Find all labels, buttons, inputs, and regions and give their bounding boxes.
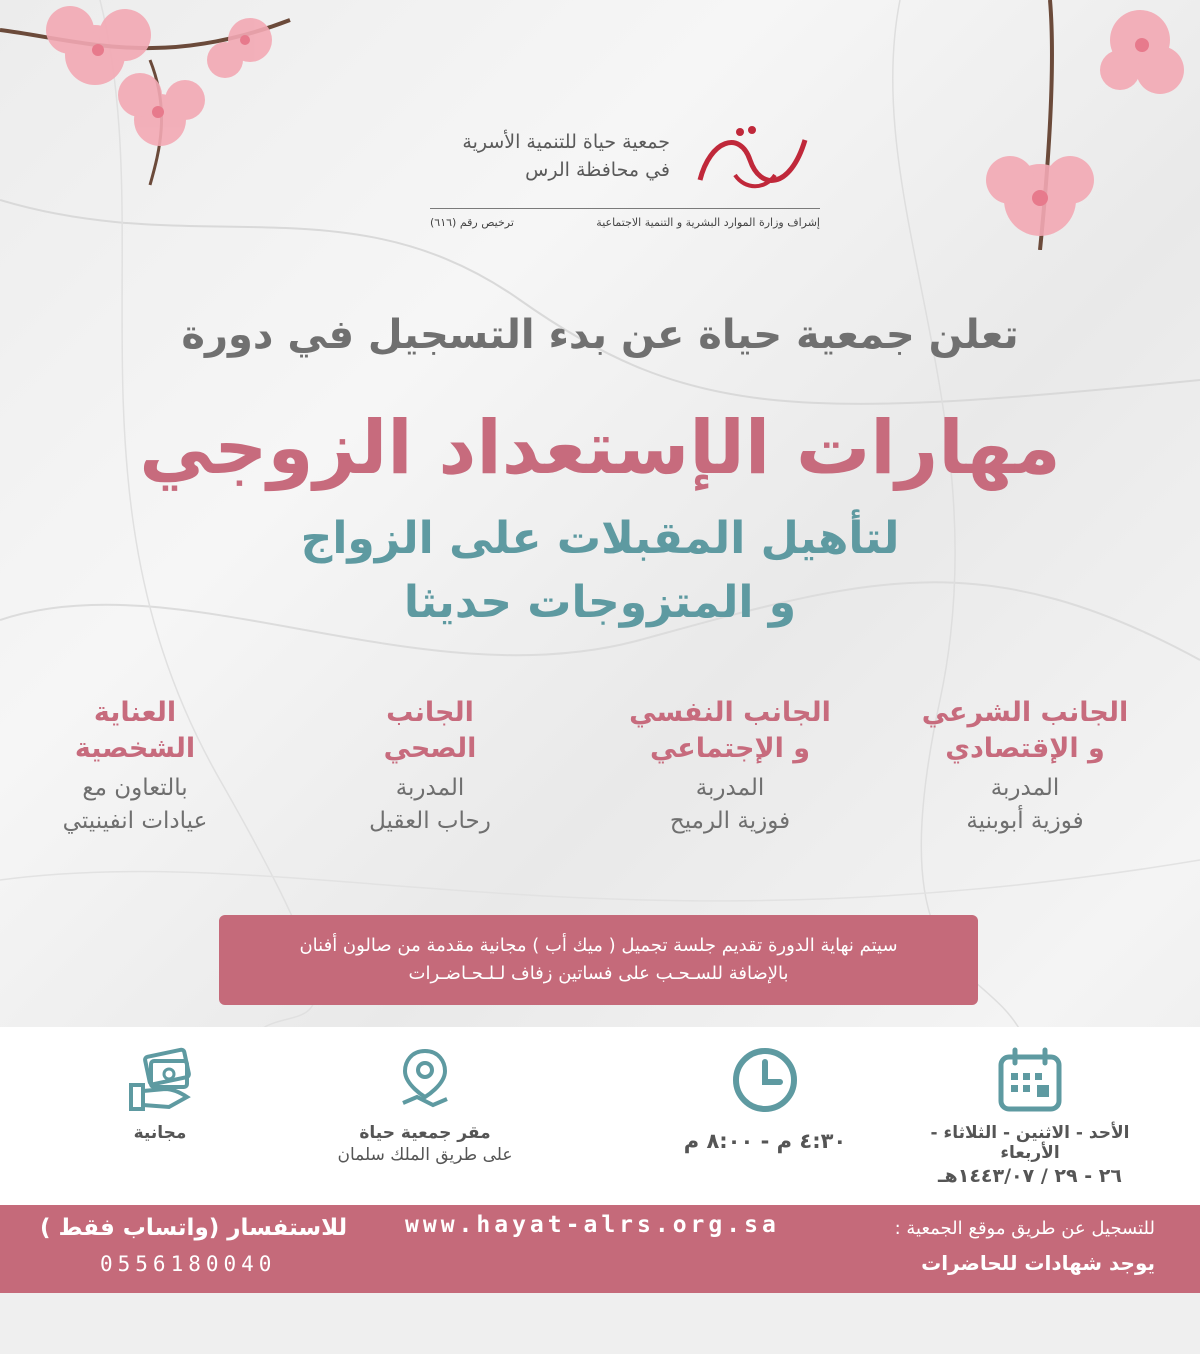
website-link[interactable]: www.hayat-alrs.org.sa bbox=[405, 1212, 780, 1238]
bottom-margin bbox=[0, 1293, 1200, 1354]
notice-banner bbox=[219, 915, 978, 1005]
notice-line1: سيتم نهاية الدورة تقديم جلسة تجميل ( ميك أب ) مجانية مقدمة من صالون أفنان bbox=[299, 935, 898, 956]
organization-name-line2: في محافظة الرس bbox=[525, 159, 670, 181]
supervision-text: إشراف وزارة الموارد البشرية و التنمية الاجتماعية bbox=[596, 216, 820, 229]
blossom-branch-left bbox=[0, 0, 300, 190]
cash-hand-icon bbox=[125, 1045, 195, 1115]
topic-title-line1: الجانب الشرعي bbox=[921, 697, 1129, 728]
location-sublabel: على طريق الملك سلمان bbox=[337, 1145, 513, 1165]
topic-personal-care bbox=[5, 695, 265, 837]
trainer-role: المدربة bbox=[695, 775, 765, 801]
phone-number[interactable]: 0556180040 bbox=[100, 1252, 277, 1276]
topic-title-line2: الصحي bbox=[383, 733, 477, 764]
time-label: ٤:٣٠ م - ٨:٠٠ م bbox=[683, 1129, 847, 1153]
topic-title-line1: الجانب النفسي bbox=[629, 697, 831, 728]
organization-name-line1: جمعية حياة للتنمية الأسرية bbox=[462, 131, 670, 153]
map-pin-icon bbox=[395, 1045, 455, 1115]
inquiry-label: للاستفسار (واتساب فقط ) bbox=[40, 1215, 348, 1241]
topic-title-line2: و الإقتصادي bbox=[945, 733, 1105, 764]
calendar-icon bbox=[995, 1045, 1065, 1115]
trainer-role: المدربة bbox=[990, 775, 1060, 801]
course-subtitle-line1: لتأهيل المقبلات على الزواج bbox=[300, 513, 900, 564]
info-time bbox=[660, 1045, 870, 1153]
topic-title-line1: العناية bbox=[93, 697, 177, 728]
blossom-branch-right bbox=[960, 0, 1200, 250]
notice-line2: بالإضافة للسـحـب على فساتين زفاف لـلـحـاضـرات bbox=[408, 963, 789, 984]
info-location bbox=[310, 1045, 540, 1165]
info-days bbox=[900, 1045, 1160, 1187]
trainer-name: رحاب العقيل bbox=[369, 808, 491, 834]
topic-psych-social bbox=[600, 695, 860, 837]
topic-sharia-economic bbox=[895, 695, 1155, 837]
price-label: مجانية bbox=[133, 1123, 187, 1143]
location-label: مقر جمعية حياة bbox=[359, 1123, 491, 1143]
info-price bbox=[90, 1045, 230, 1143]
trainer-name: فوزية الرميح bbox=[669, 808, 791, 834]
certificates-text: يوجد شهادات للحاضرات bbox=[921, 1251, 1155, 1275]
organization-name bbox=[430, 128, 670, 184]
trainer-role: المدربة bbox=[395, 775, 465, 801]
hayat-logo-icon bbox=[680, 120, 820, 200]
days-label: الأحد - الاثنين - الثلاثاء - الأربعاء bbox=[930, 1123, 1130, 1163]
partner-name: عيادات انفينيتي bbox=[62, 808, 208, 834]
topic-health bbox=[300, 695, 560, 837]
topic-title-line1: الجانب bbox=[386, 697, 474, 728]
trainer-name: فوزية أبوبنية bbox=[966, 808, 1084, 834]
course-subtitle-line2: و المتزوجات حديثا bbox=[403, 577, 797, 628]
topic-title-line2: الشخصية bbox=[74, 733, 196, 764]
license-text: ترخيص رقم (٦١٦) bbox=[430, 216, 514, 229]
organization-header bbox=[430, 120, 820, 230]
topic-title-line2: و الإجتماعي bbox=[649, 733, 811, 764]
announcement-text: تعلن جمعية حياة عن بدء التسجيل في دورة bbox=[181, 312, 1019, 358]
dates-label: ٢٦ - ٢٩ / ١٤٤٣/٠٧هـ bbox=[938, 1165, 1122, 1187]
partner-role: بالتعاون مع bbox=[82, 775, 188, 801]
clock-icon bbox=[730, 1045, 800, 1115]
register-text: للتسجيل عن طريق موقع الجمعية : bbox=[894, 1218, 1155, 1239]
header-divider bbox=[430, 208, 820, 209]
course-title: مهارات الإستعداد الزوجي bbox=[139, 405, 1061, 491]
